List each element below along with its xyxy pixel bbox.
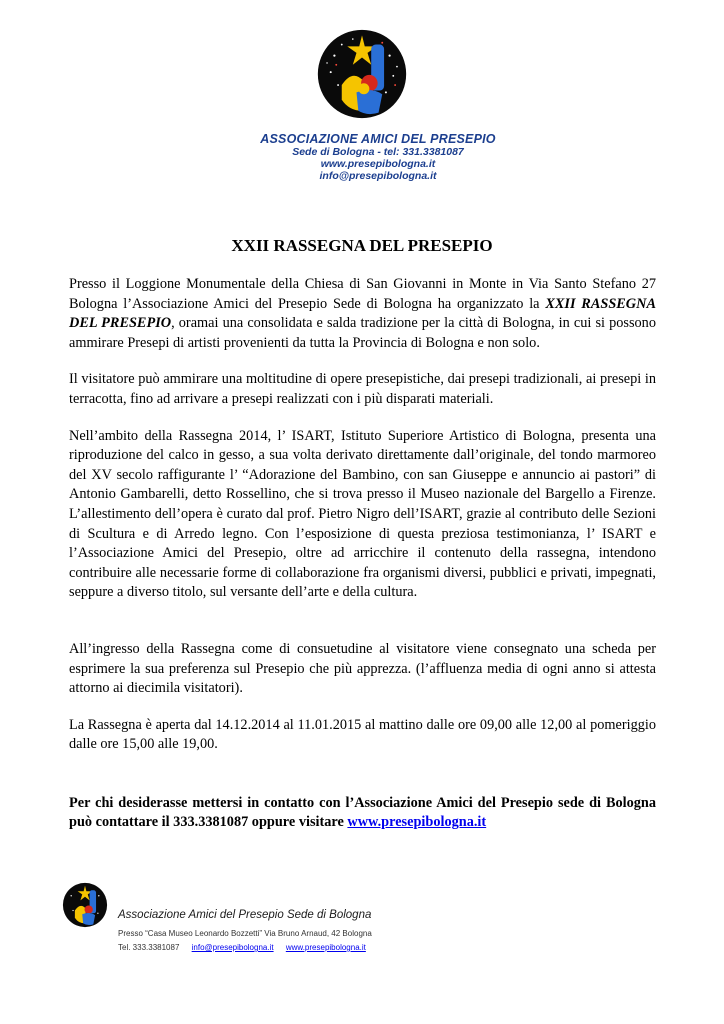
- intro-text-end: , oramai una consolidata e salda tradizione per la città di Bologna, in cui si possono ammirare Presepi di artisti provenienti da tutta la Provincia di Bologna e non solo.: [69, 315, 656, 351]
- footer-tel: Tel. 333.3381087: [118, 943, 180, 952]
- footer-contact: [118, 943, 376, 952]
- paragraph-intro: [69, 275, 656, 353]
- footer-title: Associazione Amici del Presepio Sede di Bologna: [118, 909, 372, 921]
- paragraph-isart: Nell’ambito della Rassegna 2014, l’ ISART, Istituto Superiore Artistico di Bologna, presenta una riproduzione del calco in gesso, a sua volta derivato direttamente dall’originale, del tondo marmoreo del XV secolo raffigurante l’ “Adorazione del Bambino, con san Giuseppe e annuncio ai pastori” di Antonio Gambarelli, detto Rossellino, che si trova presso il Museo nazionale del Bargello a Firenze. L’allestimento dell’opera è curato dal prof. Pietro Nigro dell’ISART, grazie al contributo delle Sezioni di Scultura e di Arredo legno. Con l’esposizione di questa preziosa testimonianza, l’ ISART e l’Associazione Amici del Presepio, oltre ad arricchire il contenuto della rassegna, intendono contribuire alle necessarie forme di collaborazione fra organismi diversi, pubblici e privati, impegnati, seppure a diverso titolo, sul versante dell’arte e della cultura.: [69, 427, 656, 601]
- association-sede: Sede di Bologna - tel: 331.3381087: [292, 146, 464, 158]
- paragraph-contact: [69, 794, 656, 833]
- website-link[interactable]: www.presepibologna.it: [347, 814, 487, 831]
- presepio-logo-icon: [316, 28, 408, 120]
- intro-text-start: Presso il Loggione Monumentale della Chiesa di San Giovanni in Monte in Via Santo Stefano 27 Bologna l’Associazione Amici del Presepio Sede di Bologna ha organizzato la: [69, 276, 656, 312]
- intro-emphasis: XXII RASSEGNA DEL PRESEPIO: [69, 295, 656, 332]
- footer-address: Presso “Casa Museo Leonardo Bozzetti” Via Bruno Arnaud, 42 Bologna: [118, 929, 372, 938]
- paragraph-entrance: All’ingresso della Rassegna come di consuetudine al visitatore viene consegnato una scheda per esprimere la sua preferenza sul Presepio che più apprezza. (l’affluenza media di ogni anno si attesta attorno ai diecimila visitatori).: [69, 640, 656, 697]
- document-body: [69, 275, 656, 833]
- paragraph-opening-hours: La Rassegna è aperta dal 14.12.2014 al 11.01.2015 al mattino dalle ore 09,00 alle 12,00 al pomeriggio dalle ore 15,00 alle 19,00.: [69, 716, 656, 753]
- paragraph-visitor: Il visitatore può ammirare una moltitudine di opere presepistiche, dai presepi tradizionali, ai presepi in terracotta, fino ad arrivare a presepi realizzati con i più disparati materiali.: [69, 371, 656, 407]
- contact-text: Per chi desiderasse mettersi in contatto con l’Associazione Amici del Presepio sede di Bologna può contattare il 333.3381087 oppure visitare: [69, 794, 656, 831]
- document-title: XXII RASSEGNA DEL PRESEPIO: [231, 236, 493, 255]
- footer-email-link[interactable]: info@presepibologna.it: [191, 943, 274, 952]
- association-name: ASSOCIAZIONE AMICI DEL PRESEPIO: [260, 132, 496, 146]
- letterhead: [0, 28, 724, 182]
- association-email[interactable]: info@presepibologna.it: [319, 170, 437, 182]
- footer-website-link[interactable]: www.presepibologna.it: [285, 943, 366, 952]
- association-website[interactable]: www.presepibologna.it: [320, 158, 436, 170]
- presepio-logo-small-icon: [62, 882, 108, 928]
- footer: [62, 882, 662, 962]
